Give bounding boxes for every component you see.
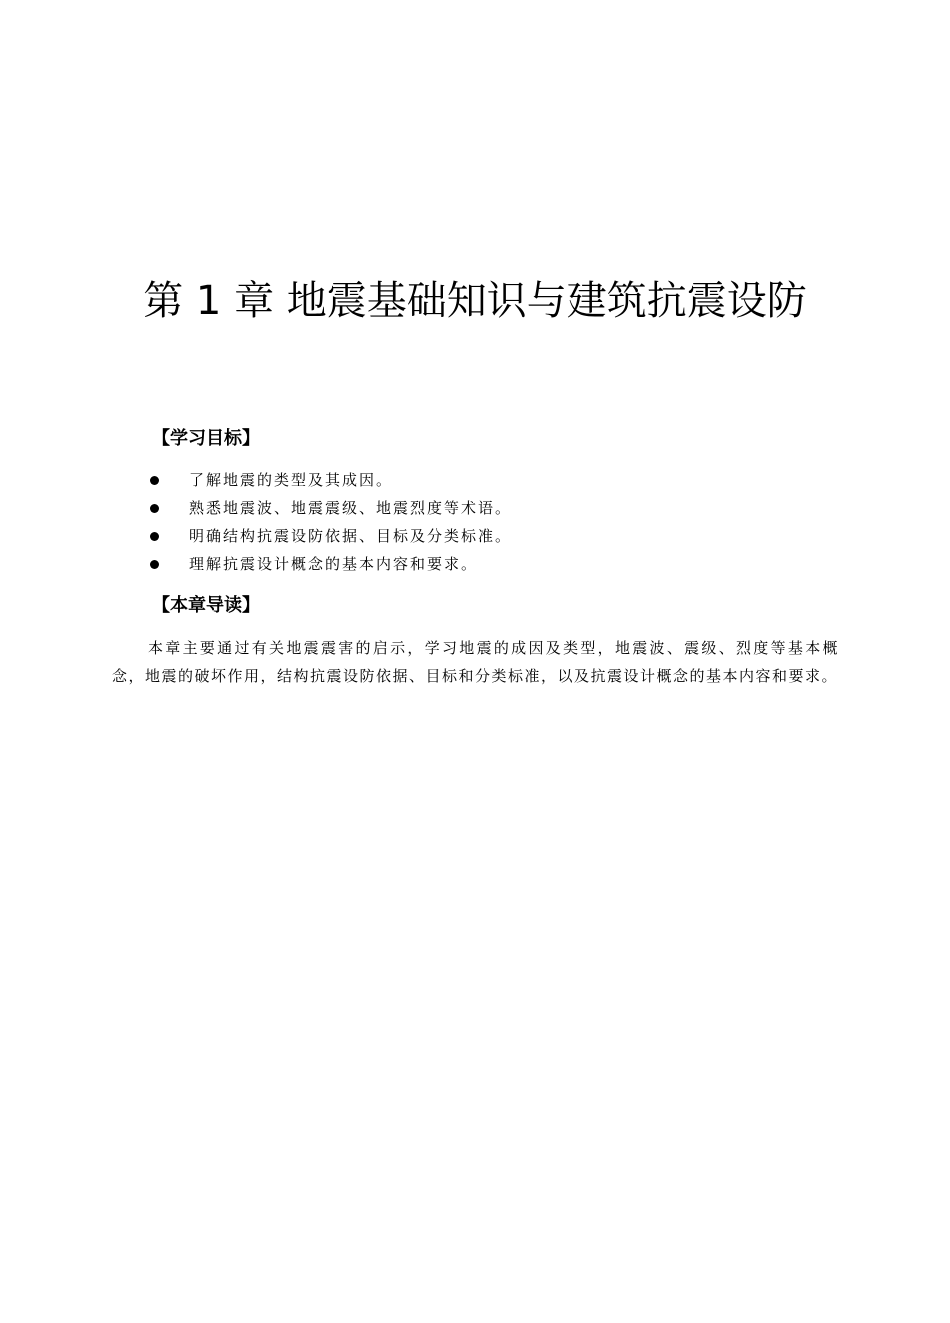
list-item-text: 熟悉地震波、地震震级、地震烈度等术语。 <box>189 499 513 517</box>
chapter-title: 第 1 章 地震基础知识与建筑抗震设防 <box>143 278 807 324</box>
list-item-text: 理解抗震设计概念的基本内容和要求。 <box>189 555 479 573</box>
bullet-icon <box>150 504 159 513</box>
list-item <box>150 466 512 494</box>
list-item <box>150 522 512 550</box>
list-item-text: 明确结构抗震设防依据、目标及分类标准。 <box>189 527 513 545</box>
chapter-guide-paragraph: 本章主要通过有关地震震害的启示，学习地震的成因及类型，地震波、震级、烈度等基本概念，地震的破坏作用，结构抗震设防依据、目标和分类标准，以及抗震设计概念的基本内容和要求。 <box>112 639 839 685</box>
learning-goals-heading: 【学习目标】 <box>152 428 260 449</box>
list-item <box>150 550 512 578</box>
list-item <box>150 494 512 522</box>
bullet-icon <box>150 476 159 485</box>
learning-goals-list <box>150 466 512 578</box>
chapter-guide-heading: 【本章导读】 <box>152 595 260 616</box>
bullet-icon <box>150 532 159 541</box>
bullet-icon <box>150 560 159 569</box>
list-item-text: 了解地震的类型及其成因。 <box>189 471 394 489</box>
